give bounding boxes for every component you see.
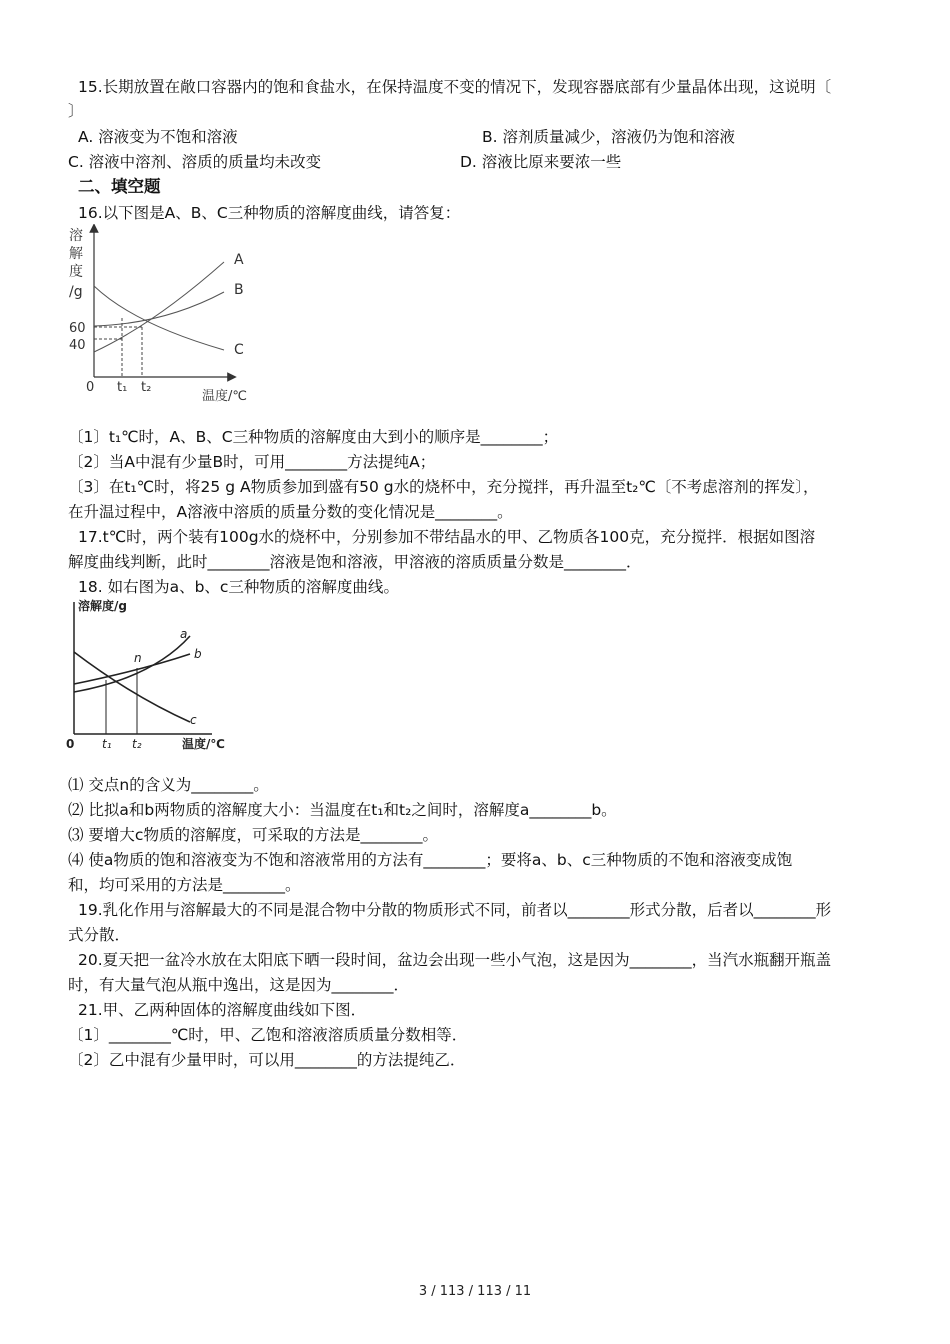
q19-line2: 式分散． bbox=[68, 926, 131, 944]
q17-line1: 17.t℃时，两个装有100g水的烧杯中，分别参加不带结晶水的甲、乙物质各100克，充分搅拌．根据如图溶 bbox=[78, 528, 816, 546]
q21-intro: 21.甲、乙两种固体的溶解度曲线如下图． bbox=[78, 1001, 367, 1019]
q18-ylabel: 溶解度/g bbox=[78, 599, 127, 613]
q16-t1: t₁ bbox=[117, 380, 128, 395]
q18-label-b: b bbox=[194, 647, 202, 661]
q16-t2: t₂ bbox=[141, 380, 152, 395]
q18-xlabel: 温度/℃ bbox=[182, 737, 225, 751]
q17-line2: 解度曲线判断，此时________溶液是饱和溶液，甲溶液的溶质质量分数是________． bbox=[68, 553, 642, 571]
q16-ylabel-4: /g bbox=[69, 284, 83, 300]
q16-label-c: C bbox=[234, 342, 244, 358]
q15-option-b: B. 溶剂质量减少，溶液仍为饱和溶液 bbox=[482, 128, 735, 146]
q18-curve-b bbox=[74, 654, 190, 684]
q20-line2: 时，有大量气泡从瓶中逸出，这是因为________． bbox=[68, 976, 410, 994]
q18-part4-line2: 和，均可采用的方法是________。 bbox=[68, 876, 301, 894]
q15-stem-line2: 〕 bbox=[68, 102, 84, 120]
q15-option-c: C. 溶液中溶剂、溶质的质量均未改变 bbox=[68, 153, 322, 171]
q16-ytick-40: 40 bbox=[69, 338, 86, 353]
q16-curve-b bbox=[94, 292, 224, 326]
q21-part2: 〔2〕乙中混有少量甲时，可以用________的方法提纯乙． bbox=[68, 1051, 466, 1069]
q18-curve-c bbox=[74, 652, 190, 722]
q18-part3: ⑶ 要增大c物质的溶解度，可采取的方法是________。 bbox=[68, 826, 438, 844]
q19-line1: 19.乳化作用与溶解最大的不同是混合物中分散的物质形式不同，前者以________形式分散，后者以________形 bbox=[78, 901, 832, 919]
q18-part1: ⑴ 交点n的含义为________。 bbox=[68, 776, 269, 794]
q18-label-a: a bbox=[180, 627, 188, 641]
q16-part3-line1: 〔3〕在t₁℃时，将25 g A物质参加到盛有50 g水的烧杯中，充分搅拌，再升温至t₂℃〔不考虑溶剂的挥发〕， bbox=[68, 478, 819, 496]
q16-label-b: B bbox=[234, 282, 244, 298]
q16-curve-c bbox=[94, 286, 224, 350]
q16-curve-a bbox=[94, 262, 224, 352]
q16-part2: 〔2〕当A中混有少量B时，可用________方法提纯A； bbox=[68, 453, 436, 471]
q21-part1: 〔1〕________℃时，甲、乙饱和溶液溶质质量分数相等． bbox=[68, 1026, 468, 1044]
q18-label-n: n bbox=[134, 651, 142, 665]
q20-line1: 20.夏天把一盆冷水放在太阳底下晒一段时间，盆边会出现一些小气泡，这是因为________，当汽水瓶翻开瓶盖 bbox=[78, 951, 832, 969]
q15-stem-line1: 15.长期放置在敞口容器内的饱和食盐水，在保持温度不变的情况下，发现容器底部有少量晶体出现，这说明〔 bbox=[78, 78, 832, 96]
q16-ylabel-2: 解 bbox=[69, 246, 83, 262]
q16-part3-line2: 在升温过程中，A溶液中溶质的质量分数的变化情况是________。 bbox=[68, 503, 513, 521]
q18-intro: 18. 如右图为a、b、c三种物质的溶解度曲线。 bbox=[78, 578, 399, 596]
q18-label-c: c bbox=[190, 713, 197, 727]
q18-part2: ⑵ 比拟a和b两物质的溶解度大小：当温度在t₁和t₂之间时，溶解度a________b。 bbox=[68, 801, 617, 819]
q18-origin: 0 bbox=[66, 737, 75, 751]
q16-part1: 〔1〕t₁℃时，A、B、C三种物质的溶解度由大到小的顺序是________； bbox=[68, 428, 559, 446]
page-number: 3 / 113 / 113 / 11 bbox=[418, 1284, 532, 1299]
q16-solubility-chart bbox=[64, 224, 264, 406]
q18-t2: t₂ bbox=[132, 737, 142, 751]
section-title-fill-in: 二、填空题 bbox=[78, 177, 161, 196]
q18-t1: t₁ bbox=[102, 737, 112, 751]
q16-label-a: A bbox=[234, 252, 244, 268]
q18-part4-line1: ⑷ 使a物质的饱和溶液变为不饱和溶液常用的方法有________；要将a、b、c三种物质的不饱和溶液变成饱 bbox=[68, 851, 793, 869]
q15-option-a: A. 溶液变为不饱和溶液 bbox=[78, 128, 238, 146]
q16-intro: 16.以下图是A、B、C三种物质的溶解度曲线，请答复： bbox=[78, 204, 461, 222]
q16-origin: 0 bbox=[86, 380, 95, 395]
q18-solubility-chart bbox=[62, 596, 242, 756]
q16-ytick-60: 60 bbox=[69, 321, 86, 336]
q16-ylabel-1: 溶 bbox=[69, 228, 83, 244]
q16-ylabel-3: 度 bbox=[69, 264, 83, 280]
q16-xlabel: 温度/℃ bbox=[202, 389, 247, 404]
q15-option-d: D. 溶液比原来要浓一些 bbox=[460, 153, 622, 171]
